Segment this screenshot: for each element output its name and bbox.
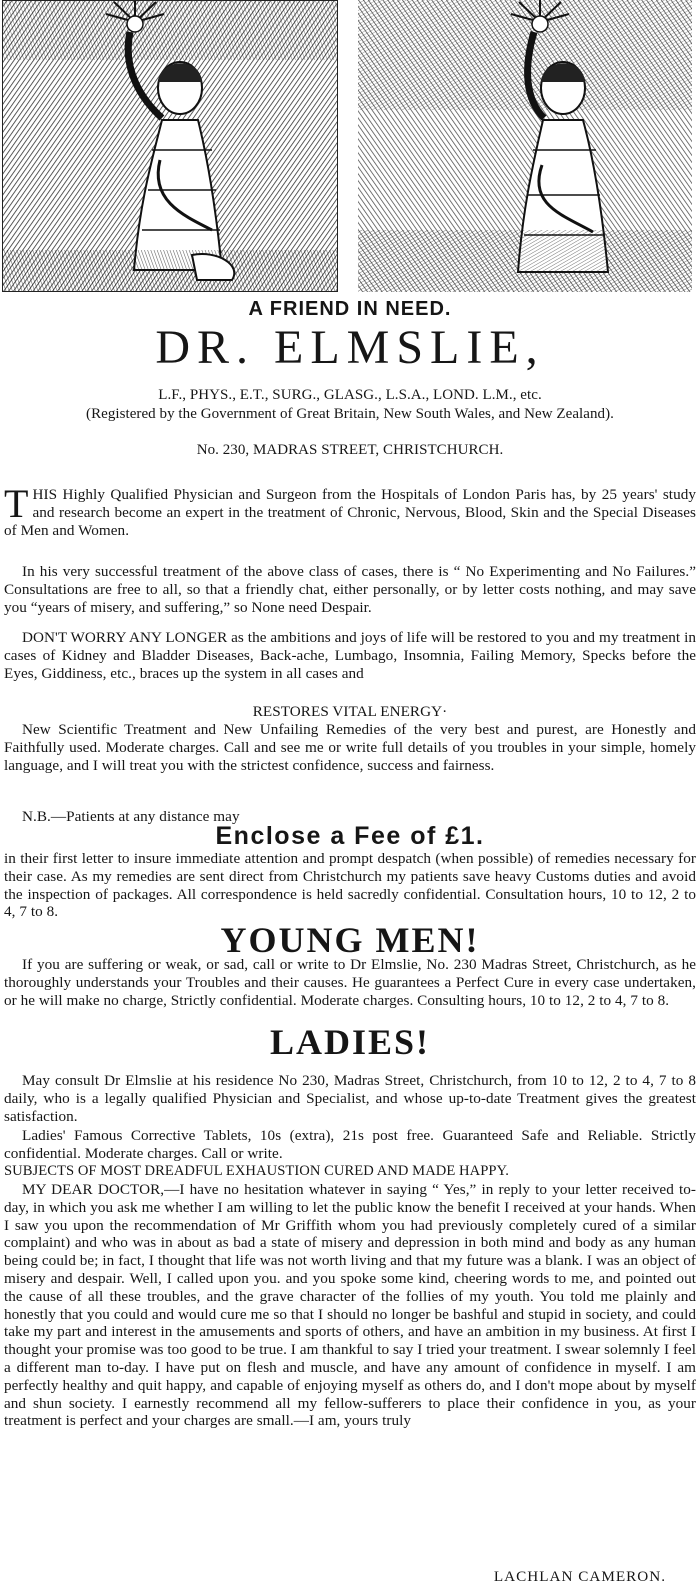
heading-vital-energy: RESTORES VITAL ENERGY·: [252, 703, 448, 720]
torch-bearer-icon: [2, 0, 338, 292]
paragraph-treatment: In his very successful treatment of the above class of cases, there is “ No Experimenting and No Failures.” Consultations are free to all, so that a friendly chat, either personally, or by letter costs nothing, and may save you “years of misery, and suffering,” so None need Despair.: [4, 563, 696, 616]
note-nb: N.B.—Patients at any distance may: [22, 808, 240, 825]
heading-ladies: LADIES!: [269, 1022, 431, 1062]
paragraph-tablets: Ladies' Famous Corrective Tablets, 10s (extra), 21s post free. Guaranteed Safe and Reliable. Strictly confidential. Moderate charges. Call or write.: [4, 1127, 696, 1162]
registration: (Registered by the Government of Great Britain, New South Wales, and New Zealand).: [86, 406, 614, 422]
testimonial-letter: MY DEAR DOCTOR,—I have no hesitation whatever in saying “ Yes,” in reply to your letter received to-day, in which you ask me whether I am willing to let the public know the benefit I received at your hands. When I saw you upon the recommendation of Mr Griffith whom you had previously completely cured of a similar complaint) and who was in about as bad a state of misery and depression in both mind and body as any human being could be; in fact, I thought that life was not worth living and that my future was a blank. I was an object of misery and despair. Well, I called upon you. and you spoke some kind, cheering words to me, and pointed out the cause of all these troubles, and the grave character of the follies of my youth. You told me plainly and honestly that you could and would cure me so that I should no longer be bashful and stupid in society, and could take my part and interest in the amusements and sports of others, and have an ambition in my business. At first I thought your promise was too good to be true. I am thankful to say I tried your treatment. I swear solemnly I feel a different man to-day. I have put on flesh and muscle, and have any amount of confidence in myself. I am perfectly healthy and quit happy, and capable of enjoying myself as others do, and I don't mope about by myself and shun society. I earnestly recommend all my fellow-sufferers to place their confidence in you, as your treatment is perfect and your charges are small.—I am, yours truly: [4, 1181, 696, 1430]
address: No. 230, MADRAS STREET, CHRISTCHURCH.: [196, 442, 504, 458]
heading-subjects: SUBJECTS OF MOST DREADFUL EXHAUSTION CURED AND MADE HAPPY.: [4, 1163, 509, 1179]
paragraph-remedies: New Scientific Treatment and New Unfailing Remedies of the very best and purest, are Honestly and Faithfully used. Moderate charges. Call and see me or write full details of you troubles in your simple, homely language, and I will treat you with the strictest confidence, success and fairness.: [4, 721, 696, 774]
intro-text: HIS Highly Qualified Physician and Surgeon from the Hospitals of London Paris has, by 25 years' study and research become an expert in the treatment of Chronic, Nervous, Blood, Skin and the Special Diseases of Men and Women.: [4, 486, 696, 539]
paragraph-dont-worry: DON'T WORRY ANY LONGER as the ambitions and joys of life will be restored to you and my treatment in cases of Kidney and Bladder Diseases, Back-ache, Lumbago, Insomnia, Failing Memory, Specks before the Eyes, Giddiness, etc., braces up the system in all cases and: [4, 629, 696, 682]
paragraph-young-men: If you are suffering or weak, or sad, call or write to Dr Elmslie, No. 230 Madras Street, Christchurch, as he thoroughly understands your Troubles and their causes. He guarantees a Perfect Cure in every case undertaken, or he will make no charge, Strictly confidential. Moderate charges. Consulting hours, 10 to 12, 2 to 4, 7 to 8.: [4, 956, 696, 1009]
torch-bearer-icon: [358, 0, 692, 292]
paragraph-ladies: May consult Dr Elmslie at his residence No 230, Madras Street, Christchurch, from 10 to 12, 2 to 4, 7 to 8 daily, who is a legally qualified Physician and Specialist, and whose up-to-date Treatment gives the greatest satisfaction.: [4, 1072, 696, 1125]
credentials: L.F., PHYS., E.T., SURG., GLASG., L.S.A., LOND. L.M., etc.: [158, 387, 542, 403]
engraving-left: [2, 0, 338, 292]
engraving-right: [358, 0, 692, 292]
doctor-name: DR. ELMSLIE,: [155, 321, 545, 374]
heading-enclose-fee: Enclose a Fee of £1.: [215, 822, 485, 850]
headline: A FRIEND IN NEED.: [248, 298, 452, 320]
drop-cap: T: [4, 481, 29, 526]
signature: LACHLAN CAMERON.: [493, 1568, 666, 1585]
heading-young-men: YOUNG MEN!: [220, 920, 480, 960]
intro-paragraph: [4, 481, 696, 539]
paragraph-fee: in their first letter to insure immediate attention and prompt despatch (when possible) of remedies necessary for their case. As my remedies are sent direct from Christchurch my patients save heavy Customs duties and avoid the inspection of packages. All correspondence is held sacredly confidential. Consultation hours, 10 to 12, 2 to 4, 7 to 8.: [4, 850, 696, 921]
